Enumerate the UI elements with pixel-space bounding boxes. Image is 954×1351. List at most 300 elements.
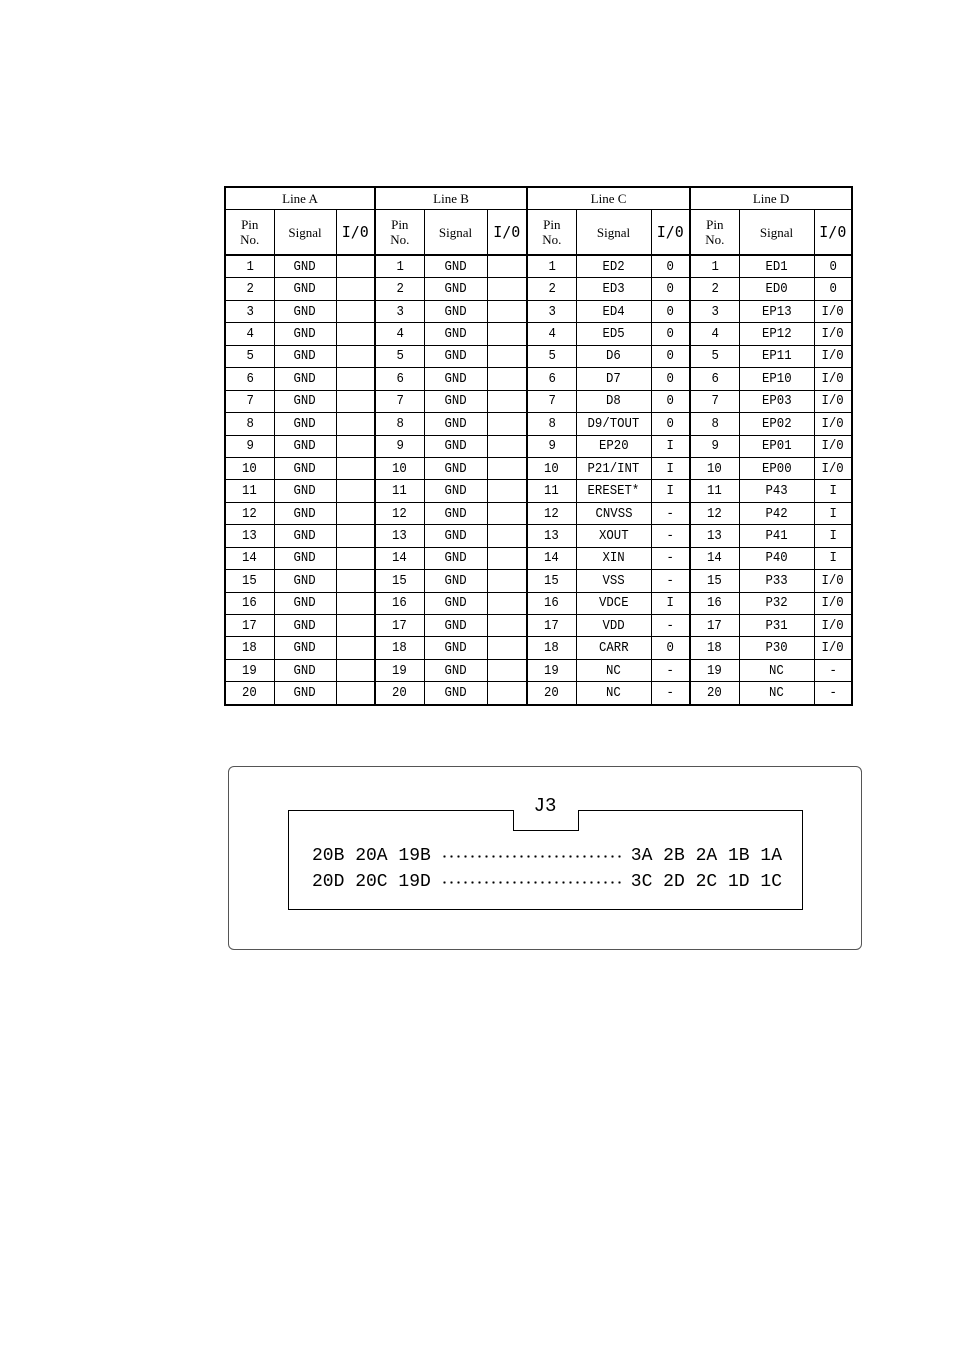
line-a-io-cell [336, 368, 375, 390]
line-b-io-cell [487, 435, 527, 457]
line-a-io-cell [336, 615, 375, 637]
line-c-pin-cell [527, 345, 576, 367]
line-d-pin-cell [690, 278, 739, 300]
line-d-signal-value: P41 [765, 527, 788, 544]
line-c-pin-value: 20 [544, 685, 560, 702]
line-a-signal-cell [274, 323, 336, 345]
line-b-pin-value: 17 [392, 617, 408, 634]
line-c-signal-value: VDCE [598, 595, 629, 612]
line-a-signal-value: GND [293, 326, 317, 343]
line-a-pin-cell [225, 480, 274, 502]
line-b-signal-cell [424, 300, 487, 322]
line-a-signal-value: GND [293, 303, 317, 320]
line-a-io-cell [336, 390, 375, 412]
line-d-signal-value: ED0 [765, 281, 788, 298]
line-a-pin-value: 17 [242, 617, 258, 634]
line-d-pin-cell [690, 345, 739, 367]
line-a-signal-value: GND [293, 393, 317, 410]
line-c-io-cell [651, 480, 690, 502]
line-c-io-value: - [666, 662, 674, 679]
line-d-pin-value: 19 [707, 662, 723, 679]
line-d-signal-value: EP12 [761, 326, 792, 343]
line-d-signal-cell [739, 525, 814, 547]
line-b-pin-cell [375, 300, 424, 322]
line-c-signal-cell [576, 278, 651, 300]
line-b-io-cell [487, 323, 527, 345]
line-d-pin-cell [690, 637, 739, 659]
line-a-pin-value: 12 [242, 505, 258, 522]
line-b-pin-value: 13 [392, 527, 408, 544]
line-a-pin-value: 2 [246, 281, 254, 298]
line-a-pin-cell [225, 502, 274, 524]
line-b-io-cell [487, 502, 527, 524]
line-b-io-cell [487, 637, 527, 659]
line-b-pin-value: 4 [396, 326, 404, 343]
line-a-signal-cell [274, 659, 336, 681]
line-d-signal-cell [739, 368, 814, 390]
line-a-io-cell [336, 637, 375, 659]
table-row [225, 345, 852, 367]
line-a-pin-value: 15 [242, 572, 258, 589]
line-d-pin-value: 3 [711, 303, 719, 320]
line-a-pin-value: 11 [242, 483, 258, 500]
line-c-io-cell [651, 300, 690, 322]
line-d-signal-cell [739, 592, 814, 614]
pin-row-top-right: 3A 2B 2A 1B 1A [630, 846, 782, 866]
line-d-signal-value: P32 [765, 595, 788, 612]
line-b-signal-value: GND [444, 460, 467, 477]
line-c-io-value: I [666, 460, 674, 477]
line-c-signal-value: D7 [606, 370, 621, 387]
line-title-row [225, 187, 852, 210]
line-d-signal-cell [739, 659, 814, 681]
line-b-io-cell [487, 368, 527, 390]
line-a-pin-cell [225, 547, 274, 569]
line-a-io-cell [336, 502, 375, 524]
table-row [225, 547, 852, 569]
line-c-pin-cell [527, 592, 576, 614]
line-c-pin-value: 17 [544, 617, 560, 634]
table-row [225, 368, 852, 390]
line-a-pin-cell [225, 637, 274, 659]
line-c-title: Line C [527, 187, 690, 210]
line-b-signal-cell [424, 525, 487, 547]
line-a-io-cell [336, 345, 375, 367]
line-c-signal-value: VDD [602, 617, 625, 634]
line-d-signal-value: P43 [765, 483, 788, 500]
line-c-io-value: - [666, 550, 674, 567]
line-c-io-value: 0 [666, 258, 674, 275]
line-a-io-cell [336, 659, 375, 681]
line-d-pin-cell [690, 592, 739, 614]
line-c-io-value: 0 [666, 348, 674, 365]
line-c-signal-cell [576, 345, 651, 367]
line-c-pin-value: 10 [544, 460, 560, 477]
line-c-io-cell [651, 592, 690, 614]
line-a-signal-cell [274, 278, 336, 300]
line-c-pin-value: 5 [548, 348, 556, 365]
line-d-signal-cell [739, 435, 814, 457]
line-b-pin-value: 2 [396, 281, 404, 298]
line-d-pin-value: 8 [711, 415, 719, 432]
line-b-pin-value: 19 [392, 662, 408, 679]
line-c-pin-cell [527, 300, 576, 322]
line-d-io-value: I/0 [821, 595, 844, 612]
line-b-pin-value: 8 [396, 415, 404, 432]
line-a-pin-value: 18 [242, 640, 258, 657]
line-a-io-cell [336, 413, 375, 435]
line-c-pin-value: 11 [544, 483, 560, 500]
line-c-io-cell [651, 615, 690, 637]
line-b-pin-value: 15 [392, 572, 408, 589]
line-c-io-cell [651, 547, 690, 569]
line-d-signal-value: P40 [765, 550, 788, 567]
line-a-signal-value: GND [293, 505, 317, 522]
line-b-pin-no-header: Pin No. [375, 210, 424, 256]
line-a-io-cell [336, 480, 375, 502]
line-c-signal-cell [576, 413, 651, 435]
line-d-signal-cell [739, 390, 814, 412]
line-b-signal-value: GND [444, 303, 467, 320]
line-c-signal-value: EP20 [598, 438, 629, 455]
line-b-signal-cell [424, 547, 487, 569]
line-a-pin-value: 13 [242, 527, 258, 544]
line-b-signal-value: GND [444, 572, 467, 589]
line-d-signal-cell [739, 413, 814, 435]
line-c-io-value: 0 [666, 640, 674, 657]
line-c-pin-cell [527, 413, 576, 435]
table-row [225, 659, 852, 681]
line-a-signal-value: GND [293, 483, 317, 500]
line-b-signal-value: GND [444, 483, 467, 500]
line-c-signal-cell [576, 637, 651, 659]
line-b-io-cell [487, 457, 527, 479]
pin-row-top-left: 20B 20A 19B [312, 846, 431, 866]
line-a-signal-cell [274, 368, 336, 390]
line-c-pin-cell [527, 278, 576, 300]
line-c-pin-cell [527, 480, 576, 502]
table-row [225, 390, 852, 412]
line-a-signal-cell [274, 547, 336, 569]
line-b-pin-cell [375, 457, 424, 479]
line-b-pin-cell [375, 323, 424, 345]
line-d-io-cell [814, 323, 852, 345]
line-c-signal-value: XOUT [598, 527, 629, 544]
table-row [225, 323, 852, 345]
line-a-pin-value: 16 [242, 595, 258, 612]
line-b-io-cell [487, 345, 527, 367]
line-c-signal-cell [576, 323, 651, 345]
line-b-signal-value: GND [444, 393, 467, 410]
line-d-pin-value: 12 [707, 505, 723, 522]
line-a-pin-no-header: Pin No. [225, 210, 274, 256]
line-c-signal-value: NC [606, 685, 621, 702]
line-c-io-value: I [666, 595, 674, 612]
line-c-pin-cell [527, 368, 576, 390]
line-c-signal-cell [576, 547, 651, 569]
line-c-signal-value: VSS [602, 572, 625, 589]
table-row [225, 570, 852, 592]
line-a-signal-cell [274, 637, 336, 659]
line-b-io-cell [487, 570, 527, 592]
line-b-signal-cell [424, 570, 487, 592]
line-b-pin-cell [375, 547, 424, 569]
line-c-io-value: 0 [666, 370, 674, 387]
line-a-io-cell [336, 592, 375, 614]
line-d-io-cell [814, 278, 852, 300]
line-b-pin-value: 20 [392, 685, 408, 702]
line-d-pin-cell [690, 457, 739, 479]
line-b-io-cell [487, 525, 527, 547]
line-a-signal-cell [274, 682, 336, 705]
table-row [225, 525, 852, 547]
line-b-io-cell [487, 659, 527, 681]
line-c-signal-value: D6 [606, 348, 621, 365]
line-b-pin-cell [375, 368, 424, 390]
line-a-signal-cell [274, 525, 336, 547]
line-d-signal-value: EP11 [761, 348, 792, 365]
line-b-signal-cell [424, 592, 487, 614]
line-a-pin-cell [225, 615, 274, 637]
line-c-pin-cell [527, 323, 576, 345]
line-c-io-cell [651, 390, 690, 412]
line-d-pin-cell [690, 480, 739, 502]
line-c-io-cell [651, 345, 690, 367]
line-d-io-cell [814, 368, 852, 390]
table-row [225, 502, 852, 524]
line-c-io-cell [651, 682, 690, 705]
line-a-pin-cell [225, 413, 274, 435]
line-c-pin-value: 2 [548, 281, 556, 298]
line-c-pin-value: 18 [544, 640, 560, 657]
line-c-pin-cell [527, 570, 576, 592]
table-row [225, 435, 852, 457]
line-b-io-cell [487, 278, 527, 300]
line-a-io-cell [336, 570, 375, 592]
line-b-io-cell [487, 682, 527, 705]
line-c-signal-value: CARR [598, 640, 629, 657]
line-a-pin-cell [225, 368, 274, 390]
line-b-signal-cell [424, 390, 487, 412]
line-d-signal-value: P42 [765, 505, 788, 522]
line-c-io-cell [651, 570, 690, 592]
line-d-pin-value: 1 [711, 258, 719, 275]
line-b-pin-cell [375, 435, 424, 457]
line-d-io-value: I/0 [821, 326, 844, 343]
line-a-signal-value: GND [293, 258, 317, 275]
line-b-io-cell [487, 547, 527, 569]
line-d-pin-cell [690, 502, 739, 524]
line-c-signal-cell [576, 390, 651, 412]
line-a-signal-value: GND [293, 572, 317, 589]
line-d-pin-cell [690, 682, 739, 705]
line-b-io-cell [487, 480, 527, 502]
line-a-pin-cell [225, 682, 274, 705]
line-a-pin-value: 7 [246, 393, 254, 410]
line-c-pin-cell [527, 547, 576, 569]
line-d-io-cell [814, 570, 852, 592]
line-d-io-cell [814, 682, 852, 705]
line-d-pin-value: 10 [707, 460, 723, 477]
line-b-io-cell [487, 592, 527, 614]
line-a-signal-value: GND [293, 550, 317, 567]
line-d-io-cell [814, 457, 852, 479]
table-row [225, 480, 852, 502]
line-d-io-value: I/0 [821, 617, 844, 634]
line-c-pin-cell [527, 457, 576, 479]
line-c-signal-cell [576, 659, 651, 681]
connector-pin-row-top [312, 846, 782, 866]
column-header-row [225, 210, 852, 256]
line-a-io-cell [336, 457, 375, 479]
line-c-signal-cell [576, 615, 651, 637]
line-b-signal-value: GND [444, 640, 467, 657]
line-a-signal-cell [274, 390, 336, 412]
line-b-signal-value: GND [444, 258, 467, 275]
line-b-pin-cell [375, 480, 424, 502]
line-c-io-cell [651, 659, 690, 681]
line-d-pin-value: 6 [711, 370, 719, 387]
line-c-io-value: - [666, 527, 674, 544]
line-d-pin-value: 9 [711, 438, 719, 455]
line-a-pin-cell [225, 390, 274, 412]
line-d-io-cell [814, 502, 852, 524]
line-c-signal-value: NC [606, 662, 621, 679]
line-a-pin-value: 10 [242, 460, 258, 477]
line-d-io-value: I/0 [821, 460, 844, 477]
line-b-signal-value: GND [444, 370, 467, 387]
line-b-pin-value: 16 [392, 595, 408, 612]
pin-row-bottom-dots [441, 881, 621, 884]
line-d-io-cell [814, 592, 852, 614]
line-c-pin-cell [527, 637, 576, 659]
line-c-io-cell [651, 435, 690, 457]
line-a-pin-value: 9 [246, 438, 254, 455]
line-b-signal-value: GND [444, 348, 467, 365]
line-c-signal-value: D8 [606, 393, 621, 410]
line-c-signal-value: ED4 [602, 303, 625, 320]
line-a-pin-cell [225, 659, 274, 681]
line-c-pin-cell [527, 390, 576, 412]
line-a-signal-value: GND [293, 617, 317, 634]
line-b-pin-cell [375, 659, 424, 681]
line-b-pin-value: 14 [392, 550, 408, 567]
line-a-signal-value: GND [293, 370, 317, 387]
line-b-signal-value: GND [444, 281, 467, 298]
line-d-io-value: I/0 [821, 438, 844, 455]
line-b-pin-value: 11 [392, 483, 408, 500]
line-c-signal-cell [576, 592, 651, 614]
line-c-pin-value: 6 [548, 370, 556, 387]
line-c-io-cell [651, 637, 690, 659]
line-a-signal-value: GND [293, 281, 317, 298]
line-a-io-header: I/0 [336, 210, 375, 256]
line-d-io-value: I [829, 505, 837, 522]
line-b-signal-cell [424, 435, 487, 457]
line-d-signal-cell [739, 547, 814, 569]
line-b-pin-value: 5 [396, 348, 404, 365]
line-c-io-cell [651, 457, 690, 479]
line-c-io-cell [651, 255, 690, 278]
line-d-signal-cell [739, 323, 814, 345]
line-b-signal-cell [424, 323, 487, 345]
line-b-signal-cell [424, 659, 487, 681]
line-a-signal-cell [274, 345, 336, 367]
line-c-signal-cell [576, 457, 651, 479]
line-d-io-value: I/0 [821, 348, 844, 365]
line-d-io-cell [814, 480, 852, 502]
line-a-pin-value: 19 [242, 662, 258, 679]
line-b-pin-value: 1 [396, 258, 404, 275]
line-d-signal-value: NC [769, 685, 784, 702]
line-a-signal-cell [274, 502, 336, 524]
line-b-signal-value: GND [444, 527, 467, 544]
line-c-pin-cell [527, 525, 576, 547]
line-d-io-value: - [829, 685, 837, 702]
line-a-io-cell [336, 255, 375, 278]
line-b-io-cell [487, 390, 527, 412]
line-a-signal-value: GND [293, 595, 317, 612]
line-c-signal-cell [576, 300, 651, 322]
line-b-pin-value: 18 [392, 640, 408, 657]
line-b-pin-cell [375, 345, 424, 367]
connector-label: J3 [533, 795, 557, 817]
line-c-signal-value: CNVSS [595, 505, 633, 522]
line-b-pin-value: 10 [392, 460, 408, 477]
line-d-io-cell [814, 659, 852, 681]
line-d-signal-header: Signal [739, 210, 814, 256]
line-a-signal-value: GND [293, 640, 317, 657]
line-b-pin-cell [375, 278, 424, 300]
line-a-io-cell [336, 547, 375, 569]
line-b-pin-cell [375, 502, 424, 524]
line-b-signal-cell [424, 278, 487, 300]
line-b-signal-cell [424, 637, 487, 659]
line-d-pin-cell [690, 525, 739, 547]
line-d-pin-cell [690, 255, 739, 278]
line-c-pin-cell [527, 435, 576, 457]
line-b-signal-cell [424, 368, 487, 390]
line-a-signal-value: GND [293, 438, 317, 455]
line-d-signal-value: EP02 [761, 415, 792, 432]
line-a-signal-value: GND [293, 685, 317, 702]
line-b-pin-value: 7 [396, 393, 404, 410]
table-row [225, 413, 852, 435]
line-b-signal-cell [424, 682, 487, 705]
line-c-pin-cell [527, 682, 576, 705]
line-c-io-value: I [666, 483, 674, 500]
line-a-pin-cell [225, 278, 274, 300]
line-d-pin-cell [690, 368, 739, 390]
line-c-pin-value: 15 [544, 572, 560, 589]
line-a-pin-cell [225, 525, 274, 547]
line-b-title: Line B [375, 187, 527, 210]
line-c-pin-value: 7 [548, 393, 556, 410]
line-b-pin-cell [375, 390, 424, 412]
line-d-pin-cell [690, 435, 739, 457]
line-a-signal-cell [274, 570, 336, 592]
line-d-io-value: I [829, 483, 837, 500]
line-b-signal-value: GND [444, 505, 467, 522]
line-c-pin-value: 16 [544, 595, 560, 612]
line-a-pin-value: 20 [242, 685, 258, 702]
line-a-signal-value: GND [293, 662, 317, 679]
line-c-signal-cell [576, 435, 651, 457]
line-c-io-cell [651, 502, 690, 524]
line-a-pin-cell [225, 570, 274, 592]
line-c-signal-cell [576, 525, 651, 547]
line-c-signal-value: XIN [602, 550, 625, 567]
